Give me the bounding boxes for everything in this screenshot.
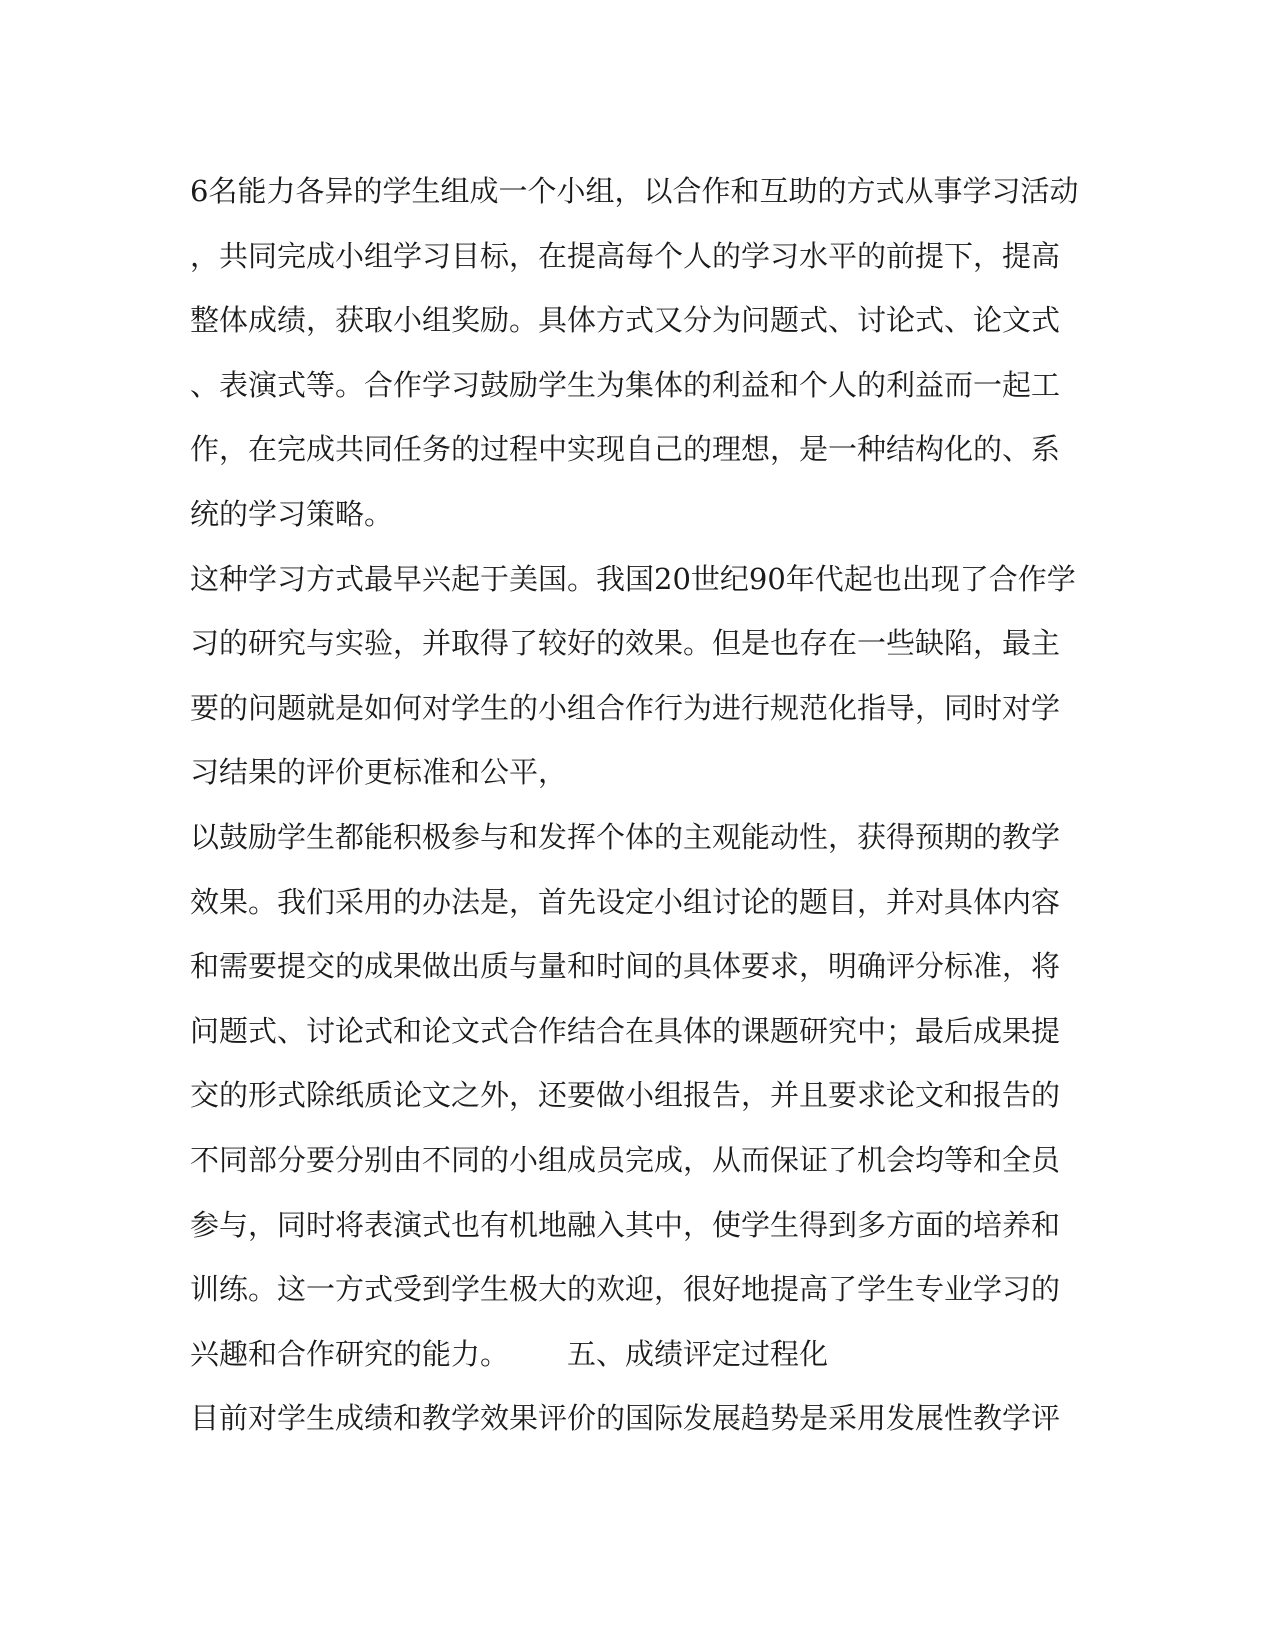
text-line: 目前对学生成绩和教学效果评价的国际发展趋势是采用发展性教学评	[190, 1401, 1061, 1436]
text-line: 6名能力各异的学生组成一个小组，以合作和互助的方式从事学习活动	[190, 174, 1079, 208]
text-line: 以鼓励学生都能积极参与和发挥个体的主观能动性，获得预期的教学	[190, 819, 1061, 854]
text-line: 问题式、讨论式和论文式合作结合在具体的课题研究中；最后成果提	[190, 1013, 1061, 1048]
paragraph-end-text: 兴趣和合作研究的能力。	[190, 1336, 510, 1371]
text-line: 交的形式除纸质论文之外，还要做小组报告，并且要求论文和报告的	[190, 1078, 1061, 1113]
text-line: ，共同完成小组学习目标，在提高每个人的学习水平的前提下，提高	[190, 238, 1061, 273]
text-line: 作，在完成共同任务的过程中实现自己的理想，是一种结构化的、系	[190, 432, 1061, 467]
text-line: 、表演式等。合作学习鼓励学生为集体的利益和个人的利益而一起工	[190, 367, 1061, 402]
body-text	[190, 159, 1079, 1451]
text-line: 不同部分要分别由不同的小组成员完成，从而保证了机会均等和全员	[190, 1142, 1061, 1177]
text-line: 训练。这一方式受到学生极大的欢迎，很好地提高了学生专业学习的	[190, 1272, 1061, 1307]
text-line: 要的问题就是如何对学生的小组合作行为进行规范化指导，同时对学	[190, 690, 1061, 725]
text-line: 整体成绩，获取小组奖励。具体方式又分为问题式、讨论式、论文式	[190, 303, 1061, 338]
text-line: 统的学习策略。	[190, 496, 394, 531]
text-line: 这种学习方式最早兴起于美国。我国20世纪90年代起也出现了合作学	[190, 561, 1076, 596]
text-line: 参与，同时将表演式也有机地融入其中，使学生得到多方面的培养和	[190, 1207, 1061, 1242]
text-line-with-heading	[190, 1322, 1070, 1387]
section-heading: 五、成绩评定过程化	[567, 1336, 829, 1371]
text-line: 习结果的评价更标准和公平，	[190, 755, 568, 790]
text-line: 和需要提交的成果做出质与量和时间的具体要求，明确评分标准，将	[190, 949, 1061, 984]
text-line: 效果。我们采用的办法是，首先设定小组讨论的题目，并对具体内容	[190, 884, 1061, 919]
text-line: 习的研究与实验，并取得了较好的效果。但是也存在一些缺陷，最主	[190, 626, 1061, 661]
